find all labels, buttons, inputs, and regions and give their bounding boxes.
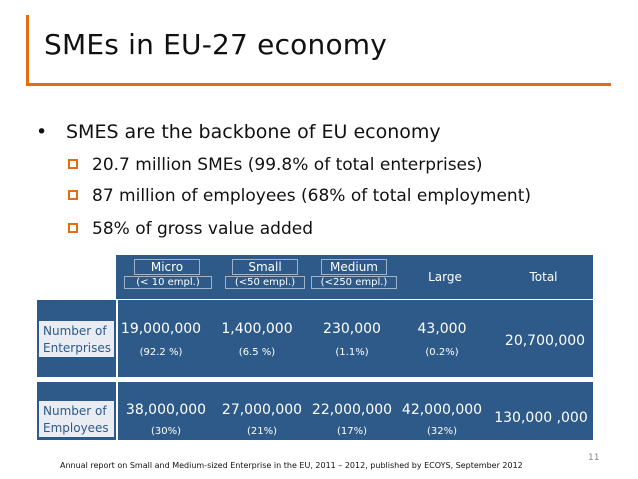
cell-value: 230,000 bbox=[323, 321, 381, 337]
header-small bbox=[225, 255, 305, 299]
cell-value-total: 130,000 ,000 bbox=[494, 410, 588, 426]
sub-bullet bbox=[68, 219, 313, 239]
header-sublabel: (<250 empl.) bbox=[311, 276, 397, 289]
slide-title: SMEs in EU-27 economy bbox=[44, 28, 388, 61]
cell-value: 42,000,000 bbox=[401, 402, 483, 418]
sub-bullet-text: 87 million of employees (68% of total employment) bbox=[92, 186, 532, 206]
sub-bullet bbox=[68, 155, 483, 175]
row-label-line: Enterprises bbox=[43, 341, 111, 355]
title-rule bbox=[26, 83, 611, 86]
cell-percent: (6.5 %) bbox=[238, 347, 276, 358]
square-bullet-icon bbox=[68, 190, 78, 200]
header-micro bbox=[124, 255, 210, 299]
footnote: Annual report on Small and Medium-sized Enterprise in the EU, 2011 – 2012, published by ECOYS, September 2012 bbox=[60, 461, 523, 470]
cell-value: 38,000,000 bbox=[125, 402, 207, 418]
bullet-dot-icon: • bbox=[36, 121, 48, 143]
row-label-line: Number of bbox=[43, 324, 107, 338]
cell-percent: (92.2 %) bbox=[139, 347, 183, 358]
table-row-enterprises bbox=[37, 300, 593, 377]
cell-percent: (21%) bbox=[246, 426, 278, 437]
title-left-rule bbox=[26, 15, 29, 85]
header-large: Large bbox=[428, 270, 462, 284]
cell-value: 1,400,000 bbox=[221, 321, 293, 337]
square-bullet-icon bbox=[68, 223, 78, 233]
square-bullet-icon bbox=[68, 159, 78, 169]
row-label-line: Employees bbox=[43, 421, 109, 435]
row-label-line: Number of bbox=[43, 404, 107, 418]
cell-value-total: 20,700,000 bbox=[504, 333, 586, 349]
table-header-row bbox=[116, 255, 593, 299]
header-medium bbox=[311, 255, 397, 299]
cell-value: 19,000,000 bbox=[120, 321, 202, 337]
header-sublabel: (<50 empl.) bbox=[225, 276, 305, 289]
column-divider bbox=[116, 300, 118, 377]
header-label: Medium bbox=[321, 259, 387, 275]
sub-bullet-text: 20.7 million SMEs (99.8% of total enterprises) bbox=[92, 155, 483, 175]
row-label bbox=[37, 399, 116, 439]
sub-bullet-text: 58% of gross value added bbox=[92, 219, 313, 239]
sub-bullet bbox=[68, 186, 531, 206]
cell-percent: (0.2%) bbox=[425, 347, 459, 358]
cell-value: 27,000,000 bbox=[221, 402, 303, 418]
header-label: Micro bbox=[134, 259, 200, 275]
main-bullet bbox=[36, 121, 441, 143]
header-sublabel: (< 10 empl.) bbox=[124, 276, 212, 289]
cell-value: 43,000 bbox=[417, 321, 467, 337]
cell-percent: (30%) bbox=[150, 426, 182, 437]
cell-percent: (17%) bbox=[336, 426, 368, 437]
main-bullet-text: SMES are the backbone of EU economy bbox=[66, 121, 441, 143]
header-label: Small bbox=[232, 259, 298, 275]
table-row-employees bbox=[37, 382, 593, 440]
page-number: 11 bbox=[588, 453, 600, 463]
cell-value: 22,000,000 bbox=[311, 402, 393, 418]
header-total: Total bbox=[529, 270, 558, 284]
cell-percent: (1.1%) bbox=[335, 347, 369, 358]
cell-percent: (32%) bbox=[426, 426, 458, 437]
row-label bbox=[37, 319, 116, 359]
